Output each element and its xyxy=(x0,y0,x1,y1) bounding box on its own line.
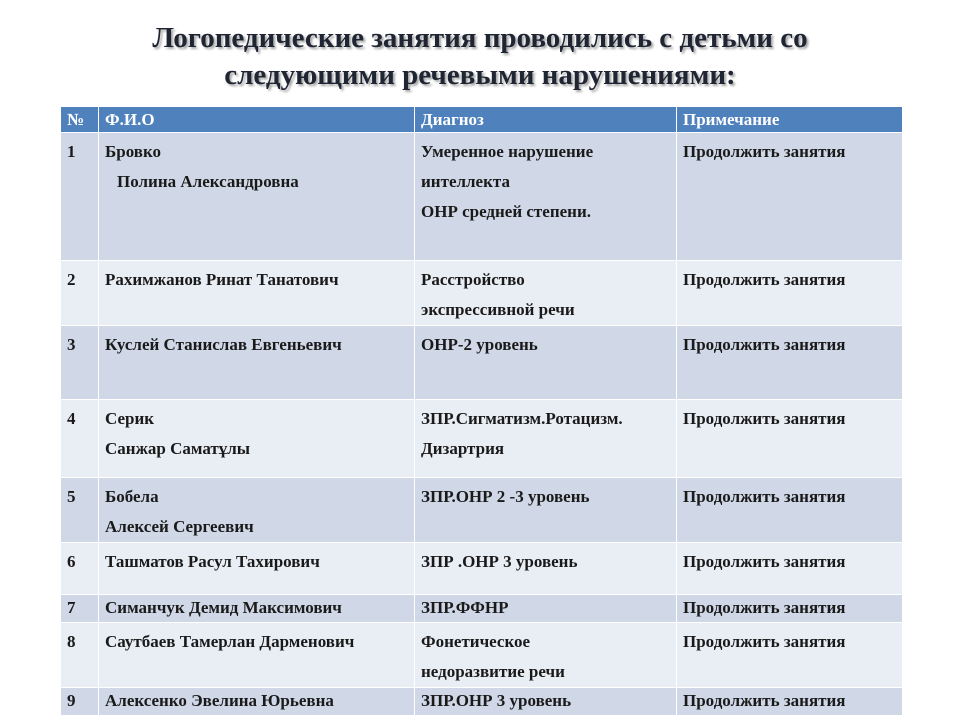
row-name xyxy=(99,326,415,400)
diagnosis-line: Дизартрия xyxy=(421,439,505,458)
row-note: Продолжить занятия xyxy=(677,326,903,400)
name-line: Ташматов Расул Тахирович xyxy=(105,552,320,571)
title-line-2: следующими речевыми нарушениями: xyxy=(224,59,736,91)
row-name xyxy=(99,400,415,478)
name-line: Симанчук Демид Максимович xyxy=(105,598,342,617)
diagnosis-line: интеллекта xyxy=(421,172,510,191)
row-number: 6 xyxy=(61,543,99,595)
row-diagnosis xyxy=(415,623,677,688)
diagnosis-line: Расстройство xyxy=(421,270,525,289)
row-diagnosis xyxy=(415,688,677,716)
row-diagnosis xyxy=(415,326,677,400)
row-note: Продолжить занятия xyxy=(677,543,903,595)
children-table xyxy=(60,106,903,716)
title-line-1: Логопедические занятия проводились с детьми со xyxy=(152,22,808,54)
row-note: Продолжить занятия xyxy=(677,595,903,623)
name-line: Санжар Саматұлы xyxy=(105,439,251,458)
row-name xyxy=(99,133,415,261)
row-name xyxy=(99,688,415,716)
header-note: Примечание xyxy=(677,107,903,133)
row-diagnosis xyxy=(415,595,677,623)
row-diagnosis xyxy=(415,133,677,261)
row-name xyxy=(99,261,415,326)
header-diagnosis: Диагноз xyxy=(415,107,677,133)
row-number: 3 xyxy=(61,326,99,400)
row-note: Продолжить занятия xyxy=(677,400,903,478)
table-row xyxy=(61,326,903,400)
row-number: 1 xyxy=(61,133,99,261)
table-row xyxy=(61,400,903,478)
name-line: Рахимжанов Ринат Танатович xyxy=(105,270,339,289)
diagnosis-line: ЗПР.ОНР 2 -3 уровень xyxy=(421,487,590,506)
diagnosis-line: недоразвитие речи xyxy=(421,662,565,681)
diagnosis-line: Фонетическое xyxy=(421,632,531,651)
row-number: 8 xyxy=(61,623,99,688)
row-number: 9 xyxy=(61,688,99,716)
name-line: Саутбаев Тамерлан Дарменович xyxy=(105,632,355,651)
table-row xyxy=(61,133,903,261)
table-header-row xyxy=(61,107,903,133)
row-number: 2 xyxy=(61,261,99,326)
diagnosis-line: экспрессивной речи xyxy=(421,300,575,319)
row-name xyxy=(99,595,415,623)
table-row xyxy=(61,543,903,595)
row-number: 7 xyxy=(61,595,99,623)
row-diagnosis xyxy=(415,400,677,478)
diagnosis-line: ЗПР.ОНР 3 уровень xyxy=(421,691,572,710)
row-name xyxy=(99,543,415,595)
diagnosis-line: ЗПР.Сигматизм.Ротацизм. xyxy=(421,409,623,428)
slide-title xyxy=(60,20,900,94)
table-row xyxy=(61,478,903,543)
row-note: Продолжить занятия xyxy=(677,133,903,261)
diagnosis-line: Умеренное нарушение xyxy=(421,142,594,161)
row-diagnosis xyxy=(415,478,677,543)
name-line: Куслей Станислав Евгеньевич xyxy=(105,335,342,354)
name-line: Бровко xyxy=(105,142,162,161)
diagnosis-line: ОНР средней степени. xyxy=(421,202,592,221)
row-diagnosis xyxy=(415,261,677,326)
row-number: 5 xyxy=(61,478,99,543)
name-line: Бобела xyxy=(105,487,159,506)
diagnosis-line: ЗПР .ОНР 3 уровень xyxy=(421,552,578,571)
row-note: Продолжить занятия xyxy=(677,261,903,326)
row-number: 4 xyxy=(61,400,99,478)
table-row xyxy=(61,623,903,688)
row-name xyxy=(99,623,415,688)
table-row xyxy=(61,261,903,326)
row-note: Продолжить занятия xyxy=(677,478,903,543)
table-row xyxy=(61,595,903,623)
header-name: Ф.И.О xyxy=(99,107,415,133)
row-name xyxy=(99,478,415,543)
diagnosis-line: ОНР-2 уровень xyxy=(421,335,538,354)
name-line: Полина Александровна xyxy=(117,172,299,191)
name-line: Серик xyxy=(105,409,155,428)
diagnosis-line: ЗПР.ФФНР xyxy=(421,598,509,617)
row-note: Продолжить занятия xyxy=(677,688,903,716)
row-note: Продолжить занятия xyxy=(677,623,903,688)
header-number: № xyxy=(61,107,99,133)
name-line: Алексенко Эвелина Юрьевна xyxy=(105,691,334,710)
row-diagnosis xyxy=(415,543,677,595)
table-row xyxy=(61,688,903,716)
name-line: Алексей Сергеевич xyxy=(105,517,254,536)
